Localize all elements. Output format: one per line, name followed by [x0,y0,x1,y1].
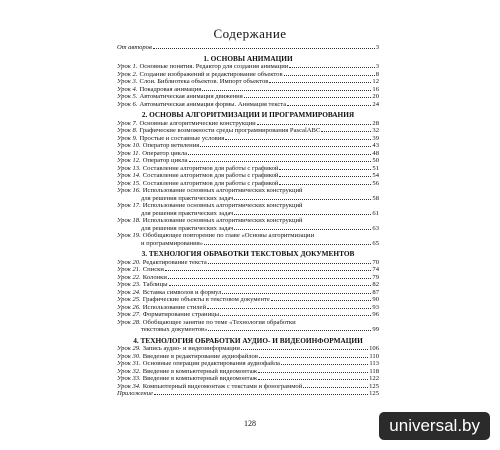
entry-page-number: 118 [369,367,379,375]
entry-title: Таблицы [142,281,168,288]
toc-entry [117,127,379,135]
section-heading: 1. ОСНОВЫ АНИМАЦИИ [203,53,293,63]
section-heading: 2. ОСНОВЫ АЛГОРИТМИЗАЦИИ И ПРОГРАММИРОВАНИЯ [141,110,355,119]
toc-entry [117,165,379,173]
entry-title: От авторов [117,44,152,51]
toc-entry [117,86,379,94]
entry-page-number: 48 [372,149,379,157]
toc-entry [117,232,379,240]
toc-entry [117,93,379,101]
entry-title: Вставка символов и формул [142,288,222,296]
entry-title: текстовых документов» [141,326,208,333]
toc-entry [117,135,379,143]
lesson-label: Урок 28. [117,318,141,326]
entry-title: Составление алгоритмов для работы с графикой [142,179,279,187]
entry-title: для решения практических задач [141,194,234,202]
entry-page-number: 110 [369,352,379,360]
entry-page-number: 32 [372,127,379,134]
entry-page-number: 87 [372,288,379,296]
entry-page-number: 39 [372,134,379,142]
toc-entry [117,259,379,267]
dot-leader [234,229,371,230]
dot-leader [169,285,372,286]
toc-entry [117,296,379,304]
toc-entry [117,187,379,195]
entry-page-number: 8 [375,70,379,78]
toc-entry [117,390,379,398]
dot-leader [204,244,371,245]
lesson-label: Урок 1. [117,63,138,70]
entry-page-number: 70 [372,258,379,266]
lesson-label: Урок 22. [117,273,141,281]
toc-entry [117,274,379,282]
entry-page-number: 99 [372,326,379,333]
toc-entry [117,345,379,353]
dot-leader [303,387,368,388]
lesson-label: Урок 3. [117,78,138,85]
dot-leader [289,67,374,68]
dot-leader [234,214,371,215]
entry-page-number: 56 [372,179,379,187]
lesson-label: Урок 13. [117,164,141,172]
dot-leader [271,300,372,301]
lesson-label: Урок 5. [117,93,138,100]
entry-page-number: 74 [372,266,379,273]
dot-leader [189,161,372,162]
lesson-label: Урок 30. [117,352,141,360]
entry-page-number: 50 [372,157,379,164]
entry-title: Оператор цикла [142,157,188,164]
entry-page-number: 12 [372,78,379,85]
entry-page-number: 43 [372,142,379,149]
lesson-label: Урок 11. [117,149,141,157]
dot-leader [154,394,368,395]
lesson-label: Урок 23. [117,281,141,288]
entry-page-number: 3 [375,44,379,51]
dot-leader [279,184,371,185]
toc-entry [117,180,379,188]
toc-entry [117,78,379,86]
dot-leader [225,139,371,140]
entry-title: Использование основных алгоритмических конструкций [142,202,303,209]
lesson-label: Урок 9. [117,134,138,142]
entry-page-number: 93 [372,303,379,311]
entry-title: Компьютерный видеомонтаж с текстами и фонограммой [142,382,303,390]
entry-title: Составление алгоритмов для работы с графикой [142,164,279,172]
entry-title: Колонки [142,273,167,281]
toc-entry [117,172,379,180]
toc-entry [117,289,379,297]
toc-entry [117,383,379,391]
entry-title: Основные понятия. Редактор для создания анимации [139,63,289,70]
dot-leader [200,146,371,147]
toc-entry-continuation [117,326,379,334]
lesson-label: Урок 20. [117,258,141,266]
lesson-label: Урок 16. [117,187,141,194]
entry-page-number: 122 [369,375,379,382]
watermark-badge: universal.by [379,412,490,440]
entry-title: Графические объекты в текстовом документе [142,296,270,303]
entry-page-number: 61 [372,209,379,217]
dot-leader [284,75,375,76]
entry-page-number: 79 [372,273,379,281]
dot-leader [281,364,368,365]
entry-page-number: 24 [372,100,379,108]
entry-title: Форматирование страницы [142,311,220,318]
dot-leader [321,131,371,132]
lesson-label: Урок 26. [117,303,141,311]
entry-title: Использование основных алгоритмических конструкций [142,217,303,224]
dot-leader [279,176,371,177]
lesson-label: Урок 17. [117,202,141,209]
toc-entry [117,101,379,109]
toc-entry [117,157,379,165]
entry-title: Оператор ветвления [142,142,200,149]
lesson-label: Урок 29. [117,345,141,352]
entry-title: Редактирование текста [142,258,207,266]
entry-page-number: 58 [372,194,379,202]
toc-entry-continuation [117,240,379,248]
dot-leader [220,315,371,316]
toc-entry [117,375,379,383]
entry-title: Запись аудио- и видеоинформации [142,345,240,352]
entry-title: Оператор цикла [142,149,188,157]
lesson-label: Урок 10. [117,142,141,149]
dot-leader [257,124,372,125]
entry-title: Основные операции редактирования аудиофайла [142,360,280,367]
dot-leader [234,199,371,200]
lesson-label: Урок 15. [117,179,141,187]
entry-page-number: 125 [369,390,379,397]
toc-entry [117,281,379,289]
lesson-label: Урок 4. [117,85,138,93]
entry-title: Использование стилей [142,303,207,311]
lesson-label: Урок 34. [117,382,141,390]
entry-page-number: 125 [369,382,379,390]
entry-page-number: 90 [372,296,379,303]
entry-title: Покадровая анимация [139,85,202,93]
dot-leader [202,90,371,91]
table-of-contents [117,44,379,398]
dot-leader [244,97,372,98]
entry-page-number: 3 [375,63,379,70]
entry-title: Введение в компьютерный видеомонтаж [142,367,258,375]
entry-title: и программирования» [141,239,204,247]
lesson-label: Урок 6. [117,100,138,108]
dot-leader [259,357,368,358]
toc-entry [117,304,379,312]
entry-title: Списки [142,266,164,273]
dot-leader [153,48,375,49]
toc-entry [117,202,379,210]
entry-title: Слои. Библиотека объектов. Импорт объектов [139,78,269,85]
toc-entry-continuation [117,210,379,218]
dot-leader [258,372,368,373]
entry-page-number: 28 [372,119,379,127]
toc-entry [117,353,379,361]
lesson-label: Урок 14. [117,172,141,179]
lesson-label: Урок 2. [117,70,138,78]
section-heading: 4. ТЕХНОЛОГИЯ ОБРАБОТКИ АУДИО- И ВИДЕОИНФОРМАЦИИ [133,335,363,345]
lesson-label: Урок 19. [117,232,141,239]
toc-entry-continuation [117,225,379,233]
entry-title: Автоматическая анимация движения [139,93,243,100]
toc-entry [117,71,379,79]
toc-entry [117,360,379,368]
dot-leader [287,105,371,106]
toc-entry [117,44,379,52]
dot-leader [207,308,371,309]
dot-leader [279,169,371,170]
dot-leader [208,330,371,331]
dot-leader [269,82,371,83]
entry-title: Обобщающее повторение по главе «Основы алгоритмизации [142,232,315,239]
entry-title: для решения практических задач [141,224,234,232]
toc-entry [117,217,379,225]
dot-leader [165,270,372,271]
page-number: 128 [244,419,256,428]
entry-title: Использование основных алгоритмических конструкций [142,187,303,194]
entry-page-number: 82 [372,281,379,288]
entry-title: Простые и составные условия [139,134,225,142]
entry-page-number: 113 [369,360,379,367]
entry-title: Основные алгоритмические конструкции [139,119,256,127]
dot-leader [188,154,371,155]
lesson-label: Урок 12. [117,157,141,164]
lesson-label: Урок 18. [117,217,141,224]
entry-title: для решения практических задач [141,209,234,217]
entry-page-number: 54 [372,172,379,179]
lesson-label: Урок 32. [117,367,141,375]
toc-entry [117,120,379,128]
dot-leader [168,278,372,279]
lesson-label: Урок 7. [117,119,138,127]
entry-page-number: 51 [372,164,379,172]
entry-title: Создание изображений и редактирование объектов [139,70,283,78]
dot-leader [208,263,372,264]
toc-entry [117,63,379,71]
toc-entry-continuation [117,195,379,203]
lesson-label: Урок 25. [117,296,141,303]
lesson-label: Урок 33. [117,375,141,382]
entry-title: Приложение [117,390,153,397]
dot-leader [222,293,371,294]
lesson-label: Урок 8. [117,127,138,134]
toc-entry [117,311,379,319]
toc-entry [117,150,379,158]
entry-title: Составление алгоритмов для работы с графикой [142,172,279,179]
entry-title: Автоматическая анимация формы. Анимация текста [139,100,287,108]
lesson-label: Урок 27. [117,311,141,318]
entry-title: Графические возможности среды программирования PascalABC [139,127,321,134]
lesson-label: Урок 24. [117,288,141,296]
entry-page-number: 20 [372,93,379,100]
lesson-label: Урок 31. [117,360,141,367]
page-title: Содержание [213,26,287,41]
toc-entry [117,142,379,150]
entry-page-number: 106 [369,345,379,352]
entry-page-number: 96 [372,311,379,318]
toc-entry [117,368,379,376]
entry-title: Обобщающее занятие по теме «Технология обработки [142,318,296,326]
dot-leader [241,349,368,350]
entry-page-number: 63 [372,224,379,232]
dot-leader [258,379,368,380]
lesson-label: Урок 21. [117,266,141,273]
toc-entry [117,266,379,274]
entry-title: Введение в редактирование аудиофайлов [142,352,258,360]
entry-page-number: 16 [372,85,379,93]
entry-title: Введение в компьютерный видеомонтаж [142,375,258,382]
toc-entry [117,319,379,327]
entry-page-number: 65 [372,239,379,247]
section-heading: 3. ТЕХНОЛОГИЯ ОБРАБОТКИ ТЕКСТОВЫХ ДОКУМЕНТОВ [141,249,355,258]
